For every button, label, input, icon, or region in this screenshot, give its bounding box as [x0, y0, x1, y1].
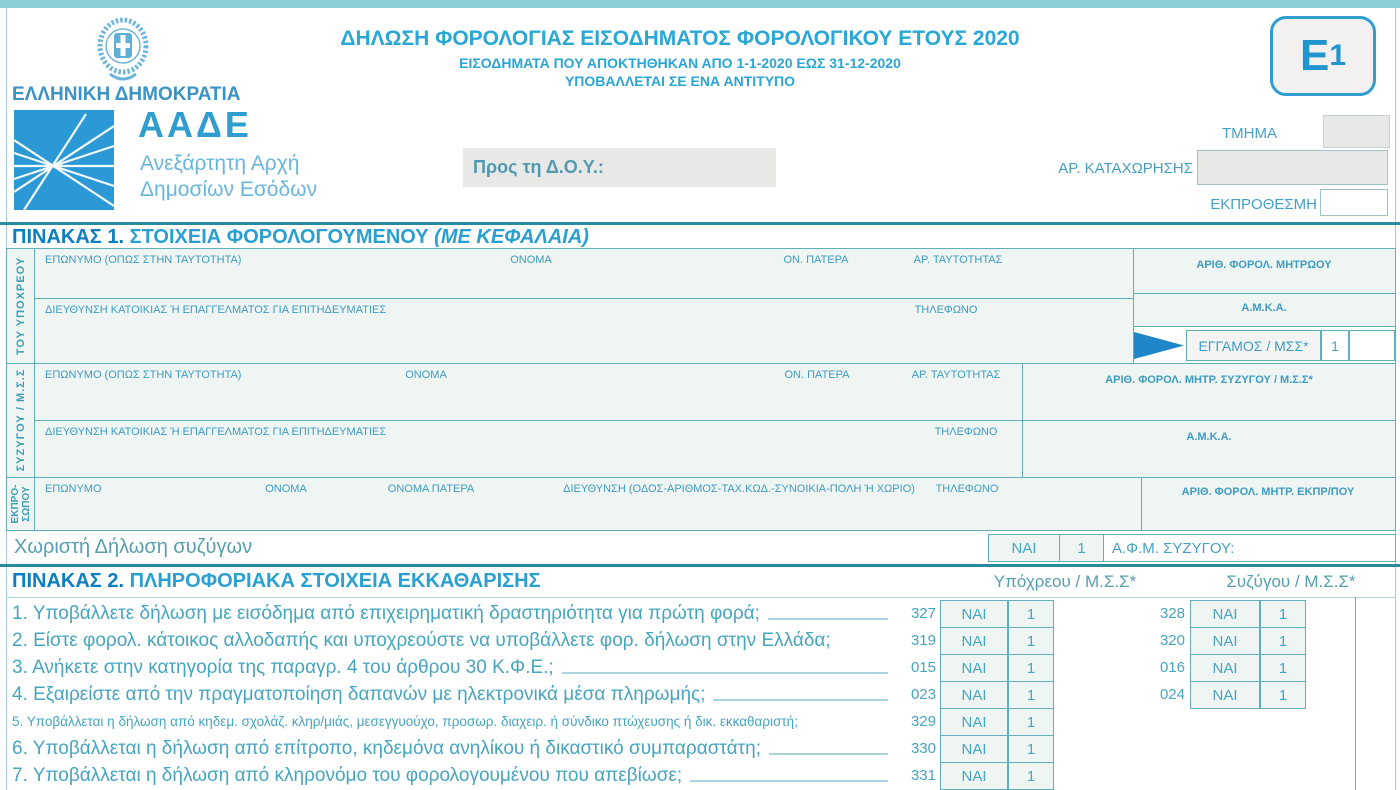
form-code-letter: Ε — [1299, 31, 1330, 80]
table1-taxpayer-details — [6, 248, 1396, 531]
question-text: 6. Υποβάλλεται η δήλωση από επίτροπο, κηδεμόνα ανηλίκου ή δικαστικό συμπαραστάτη; — [12, 737, 761, 759]
question-row — [12, 627, 896, 654]
leader-line — [713, 699, 888, 701]
side-divider-1 — [7, 363, 35, 364]
yes-value-cell-obligor[interactable]: 1 — [1008, 708, 1054, 736]
yes-cell-obligor[interactable]: ΝΑΙ — [940, 600, 1008, 628]
yes-cell-spouse[interactable]: ΝΑΙ — [1190, 627, 1260, 655]
yes-value-cell-obligor[interactable]: 1 — [1008, 627, 1054, 655]
table2-col-spouse: Συζύγου / Μ.Σ.Σ* — [1226, 572, 1356, 591]
label-spouse-phone: ΤΗΛΕΦΩΝΟ — [934, 426, 998, 438]
leader-line — [768, 618, 888, 620]
label-spouse-address: ΔΙΕΥΘΥΝΣΗ ΚΑΤΟΙΚΙΑΣ Ή ΕΠΑΓΓΕΛΜΑΤΟΣ ΓΙΑ ΕΠΙΤΗΔΕΥΜΑΤΙΕΣ — [45, 426, 387, 438]
side-label-spouse: ΣΥΖΥΓΟΥ / Μ.Σ.Σ — [15, 368, 27, 472]
label-rep-father: ΟΝΟΜΑ ΠΑΤΕΡΑ — [387, 483, 475, 495]
question-code-spouse: 016 — [1159, 659, 1185, 676]
yes-value-cell-spouse[interactable]: 1 — [1260, 681, 1306, 709]
side-label-representative-line1: ΕΚΠΡΟ- — [10, 484, 21, 524]
obligor-afm-field[interactable] — [1134, 249, 1395, 294]
question-code-spouse: 024 — [1159, 686, 1185, 703]
yes-cell-spouse[interactable]: ΝΑΙ — [1190, 600, 1260, 628]
side-divider-2 — [7, 477, 35, 478]
separate-declaration-value-cell[interactable]: 1 — [1059, 534, 1104, 562]
top-accent-strip — [0, 0, 1400, 8]
leader-line — [690, 780, 888, 782]
label-obligor-address: ΔΙΕΥΘΥΝΣΗ ΚΑΤΟΙΚΙΑΣ Ή ΕΠΑΓΓΕΛΜΑΤΟΣ ΓΙΑ ΕΠΙΤΗΔΕΥΜΑΤΙΕΣ — [45, 304, 387, 316]
label-rep-tax-number: ΑΡΙΘ. ΦΟΡΟΛ. ΜΗΤΡ. ΕΚΠΡ/ΠΟΥ — [1181, 486, 1355, 498]
agency-name-line2: Δημοσίων Εσόδων — [140, 178, 318, 201]
agency-name-line1: Ανεξάρτητη Αρχή — [140, 152, 300, 175]
yes-cell-obligor[interactable]: ΝΑΙ — [940, 681, 1008, 709]
spouse-afm-field[interactable] — [1023, 364, 1395, 421]
side-label-representative — [10, 485, 32, 524]
label-obligor-name: ΟΝΟΜΑ — [510, 254, 552, 266]
question-code-obligor: 327 — [910, 605, 936, 622]
label-obligor-tax-number: ΑΡΙΘ. ΦΟΡΟΛ. ΜΗΤΡΩΟΥ — [1196, 259, 1332, 271]
yes-value-cell-obligor[interactable]: 1 — [1008, 762, 1054, 790]
question-text: 3. Ανήκετε στην κατηγορία της παραγρ. 4 του άρθρου 30 Κ.Φ.Ε.; — [12, 656, 554, 678]
question-code-obligor: 319 — [910, 632, 936, 649]
question-code-obligor: 330 — [910, 740, 936, 757]
yes-cell-obligor[interactable]: ΝΑΙ — [940, 735, 1008, 763]
label-spouse-father: ΟΝ. ΠΑΤΕΡΑ — [784, 369, 850, 381]
label-rep-surname: ΕΠΩΝΥΜΟ — [45, 483, 102, 495]
label-obligor-surname: ΕΠΩΝΥΜΟ (ΟΠΩΣ ΣΤΗΝ ΤΑΥΤΟΤΗΤΑ) — [45, 254, 242, 266]
label-obligor-amka: Α.Μ.Κ.Α. — [1241, 302, 1287, 314]
question-code-obligor: 331 — [910, 767, 936, 784]
married-status-label: ΕΓΓΑΜΟΣ / ΜΣΣ* — [1198, 337, 1309, 354]
married-status-value-box[interactable]: 1 — [1321, 330, 1349, 361]
registration-label: ΑΡ. ΚΑΤΑΧΩΡΗΣΗΣ — [1058, 160, 1193, 177]
form-copies-note: ΥΠΟΒΑΛΛΕΤΑΙ ΣΕ ΕΝΑ ΑΝΤΙΤΥΠΟ — [564, 73, 796, 89]
side-label-obligor: ΤΟΥ ΥΠΟΧΡΕΟΥ — [15, 256, 27, 356]
yes-value-cell-obligor[interactable]: 1 — [1008, 681, 1054, 709]
tmima-label: ΤΜΗΜΑ — [1222, 125, 1277, 142]
question-row — [12, 681, 896, 708]
table2-header — [12, 570, 541, 593]
question-code-spouse: 328 — [1159, 605, 1185, 622]
label-spouse-amka: Α.Μ.Κ.Α. — [1186, 431, 1232, 443]
question-row — [12, 762, 896, 789]
table2-right-border — [1355, 597, 1356, 790]
doy-label: Προς τη Δ.Ο.Υ.: — [473, 157, 604, 177]
yes-cell-spouse[interactable]: ΝΑΙ — [1190, 654, 1260, 682]
yes-value-cell-obligor[interactable]: 1 — [1008, 654, 1054, 682]
question-text: 7. Υποβάλλεται η δήλωση από κληρονόμο του φορολογουμένου που απεβίωσε; — [12, 764, 683, 786]
late-label: ΕΚΠΡΟΘΕΣΜΗ — [1210, 196, 1317, 213]
form-code-digit: 1 — [1329, 39, 1347, 72]
label-obligor-id: ΑΡ. ΤΑΥΤΟΤΗΤΑΣ — [913, 254, 1003, 266]
yes-cell-obligor[interactable]: ΝΑΙ — [940, 708, 1008, 736]
table2-header-title: ΠΛΗΡΟΦΟΡΙΑΚΑ ΣΤΟΙΧΕΙΑ ΕΚΚΑΘΑΡΙΣΗΣ — [124, 570, 541, 592]
yes-cell-obligor[interactable]: ΝΑΙ — [940, 762, 1008, 790]
question-text: 1. Υποβάλλετε δήλωση με εισόδημα από επιχειρηματική δραστηριότητα για πρώτη φορά; — [12, 602, 760, 624]
agency-acronym: ΑΑΔΕ — [138, 104, 252, 145]
yes-value-cell-spouse[interactable]: 1 — [1260, 627, 1306, 655]
table1-header-prefix: ΠΙΝΑΚΑΣ 1. — [12, 226, 125, 248]
table1-header-title: ΣΤΟΙΧΕΙΑ ΦΟΡΟΛΟΓΟΥΜΕΝΟΥ — [124, 226, 435, 248]
spouse-afm-label: Α.Φ.Μ. ΣΥΖΥΓΟΥ: — [1112, 539, 1235, 557]
yes-value-cell-obligor[interactable]: 1 — [1008, 600, 1054, 628]
spouse-afm-input-cell[interactable] — [1103, 534, 1396, 562]
spouse-amka-field[interactable] — [1023, 421, 1395, 478]
form-code-badge — [1270, 16, 1376, 96]
question-row — [12, 735, 896, 762]
leader-line — [562, 672, 888, 674]
question-row — [12, 654, 896, 681]
label-spouse-tax-number: ΑΡΙΘ. ΦΟΡΟΛ. ΜΗΤΡ. ΣΥΖΥΓΟΥ / Μ.Σ.Σ* — [1105, 374, 1313, 386]
yes-cell-obligor[interactable]: ΝΑΙ — [940, 654, 1008, 682]
table1-header-note: (ΜΕ ΚΕΦΑΛΑΙΑ) — [434, 226, 589, 248]
table2-header-prefix: ΠΙΝΑΚΑΣ 2. — [12, 570, 125, 592]
yes-value-cell-spouse[interactable]: 1 — [1260, 600, 1306, 628]
yes-value-cell-spouse[interactable]: 1 — [1260, 654, 1306, 682]
table2-header-underline — [6, 597, 1396, 598]
question-code-spouse: 320 — [1159, 632, 1185, 649]
table1-bar-rule — [0, 222, 1400, 225]
table1-header — [12, 226, 589, 249]
form-title: ΔΗΛΩΣΗ ΦΟΡΟΛΟΓΙΑΣ ΕΙΣΟΔΗΜΑΤΟΣ ΦΟΡΟΛΟΓΙΚΟΥ ΕΤΟΥΣ 2020 — [340, 27, 1020, 50]
registration-field[interactable] — [1197, 150, 1388, 185]
label-rep-phone: ΤΗΛΕΦΩΝΟ — [935, 483, 999, 495]
question-code-obligor: 015 — [910, 659, 936, 676]
yes-cell-obligor[interactable]: ΝΑΙ — [940, 627, 1008, 655]
question-row — [12, 600, 896, 627]
tmima-field[interactable] — [1323, 115, 1390, 148]
question-text: 4. Εξαιρείστε από την πραγματοποίηση δαπανών με ηλεκτρονικά μέσα πληρωμής; — [12, 683, 706, 705]
separate-declaration-yes-cell[interactable]: ΝΑΙ — [988, 534, 1060, 562]
table2-bar-rule — [0, 564, 1400, 567]
form-subtitle: ΕΙΣΟΔΗΜΑΤΑ ΠΟΥ ΑΠΟΚΤΗΘΗΚΑΝ ΑΠΟ 1-1-2020 ΕΩΣ 31-12-2020 — [459, 55, 901, 71]
label-obligor-phone: ΤΗΛΕΦΩΝΟ — [914, 304, 978, 316]
yes-cell-spouse[interactable]: ΝΑΙ — [1190, 681, 1260, 709]
label-obligor-father: ΟΝ. ΠΑΤΕΡΑ — [783, 254, 849, 266]
republic-label: ΕΛΛΗΝΙΚΗ ΔΗΜΟΚΡΑΤΙΑ — [12, 84, 241, 105]
label-spouse-id: ΑΡ. ΤΑΥΤΟΤΗΤΑΣ — [911, 369, 1001, 381]
doy-field[interactable] — [463, 148, 776, 187]
married-status-box[interactable] — [1186, 330, 1321, 361]
late-field[interactable] — [1320, 189, 1388, 216]
question-code-obligor: 023 — [910, 686, 936, 703]
label-rep-address: ΔΙΕΥΘΥΝΣΗ (ΟΔΟΣ-ΑΡΙΘΜΟΣ-ΤΑΧ.ΚΩΔ.-ΣΥΝΟΙΚΙΑ-ΠΟΛΗ Ή ΧΩΡΙΟ) — [563, 483, 915, 495]
question-row — [12, 708, 896, 735]
label-spouse-name: ΟΝΟΜΑ — [405, 369, 447, 381]
aade-logo-icon — [14, 110, 114, 210]
side-label-representative-line2: ΣΩΠΟΥ — [21, 486, 32, 522]
separate-declaration-label: Χωριστή Δήλωση συζύγων — [14, 536, 253, 558]
label-rep-name: ΟΝΟΜΑ — [265, 483, 307, 495]
leader-line — [769, 753, 888, 755]
question-text: 2. Είστε φορολ. κάτοικος αλλοδαπής και υποχρεούστε να υποβάλλετε φορ. δήλωση στην Ελλάδα; — [12, 629, 831, 651]
yes-value-cell-obligor[interactable]: 1 — [1008, 735, 1054, 763]
label-spouse-surname: ΕΠΩΝΥΜΟ (ΟΠΩΣ ΣΤΗΝ ΤΑΥΤΟΤΗΤΑ) — [45, 369, 242, 381]
question-code-obligor: 329 — [910, 713, 936, 730]
greek-coat-of-arms-icon — [92, 12, 154, 86]
table2-col-obligor: Υπόχρεου / Μ.Σ.Σ* — [993, 572, 1137, 591]
question-text: 5. Υποβάλλεται η δήλωση από κηδεμ. σχολάζ. κληρ/μιάς, μεσεγγυούχο, προσωρ. διαχειρ. ή σύνδικο πτώχευσης ή δικ. εκκαθαριστή; — [12, 714, 798, 729]
marital-arrow-icon — [1134, 329, 1184, 362]
married-status-extra-box[interactable] — [1349, 330, 1395, 361]
